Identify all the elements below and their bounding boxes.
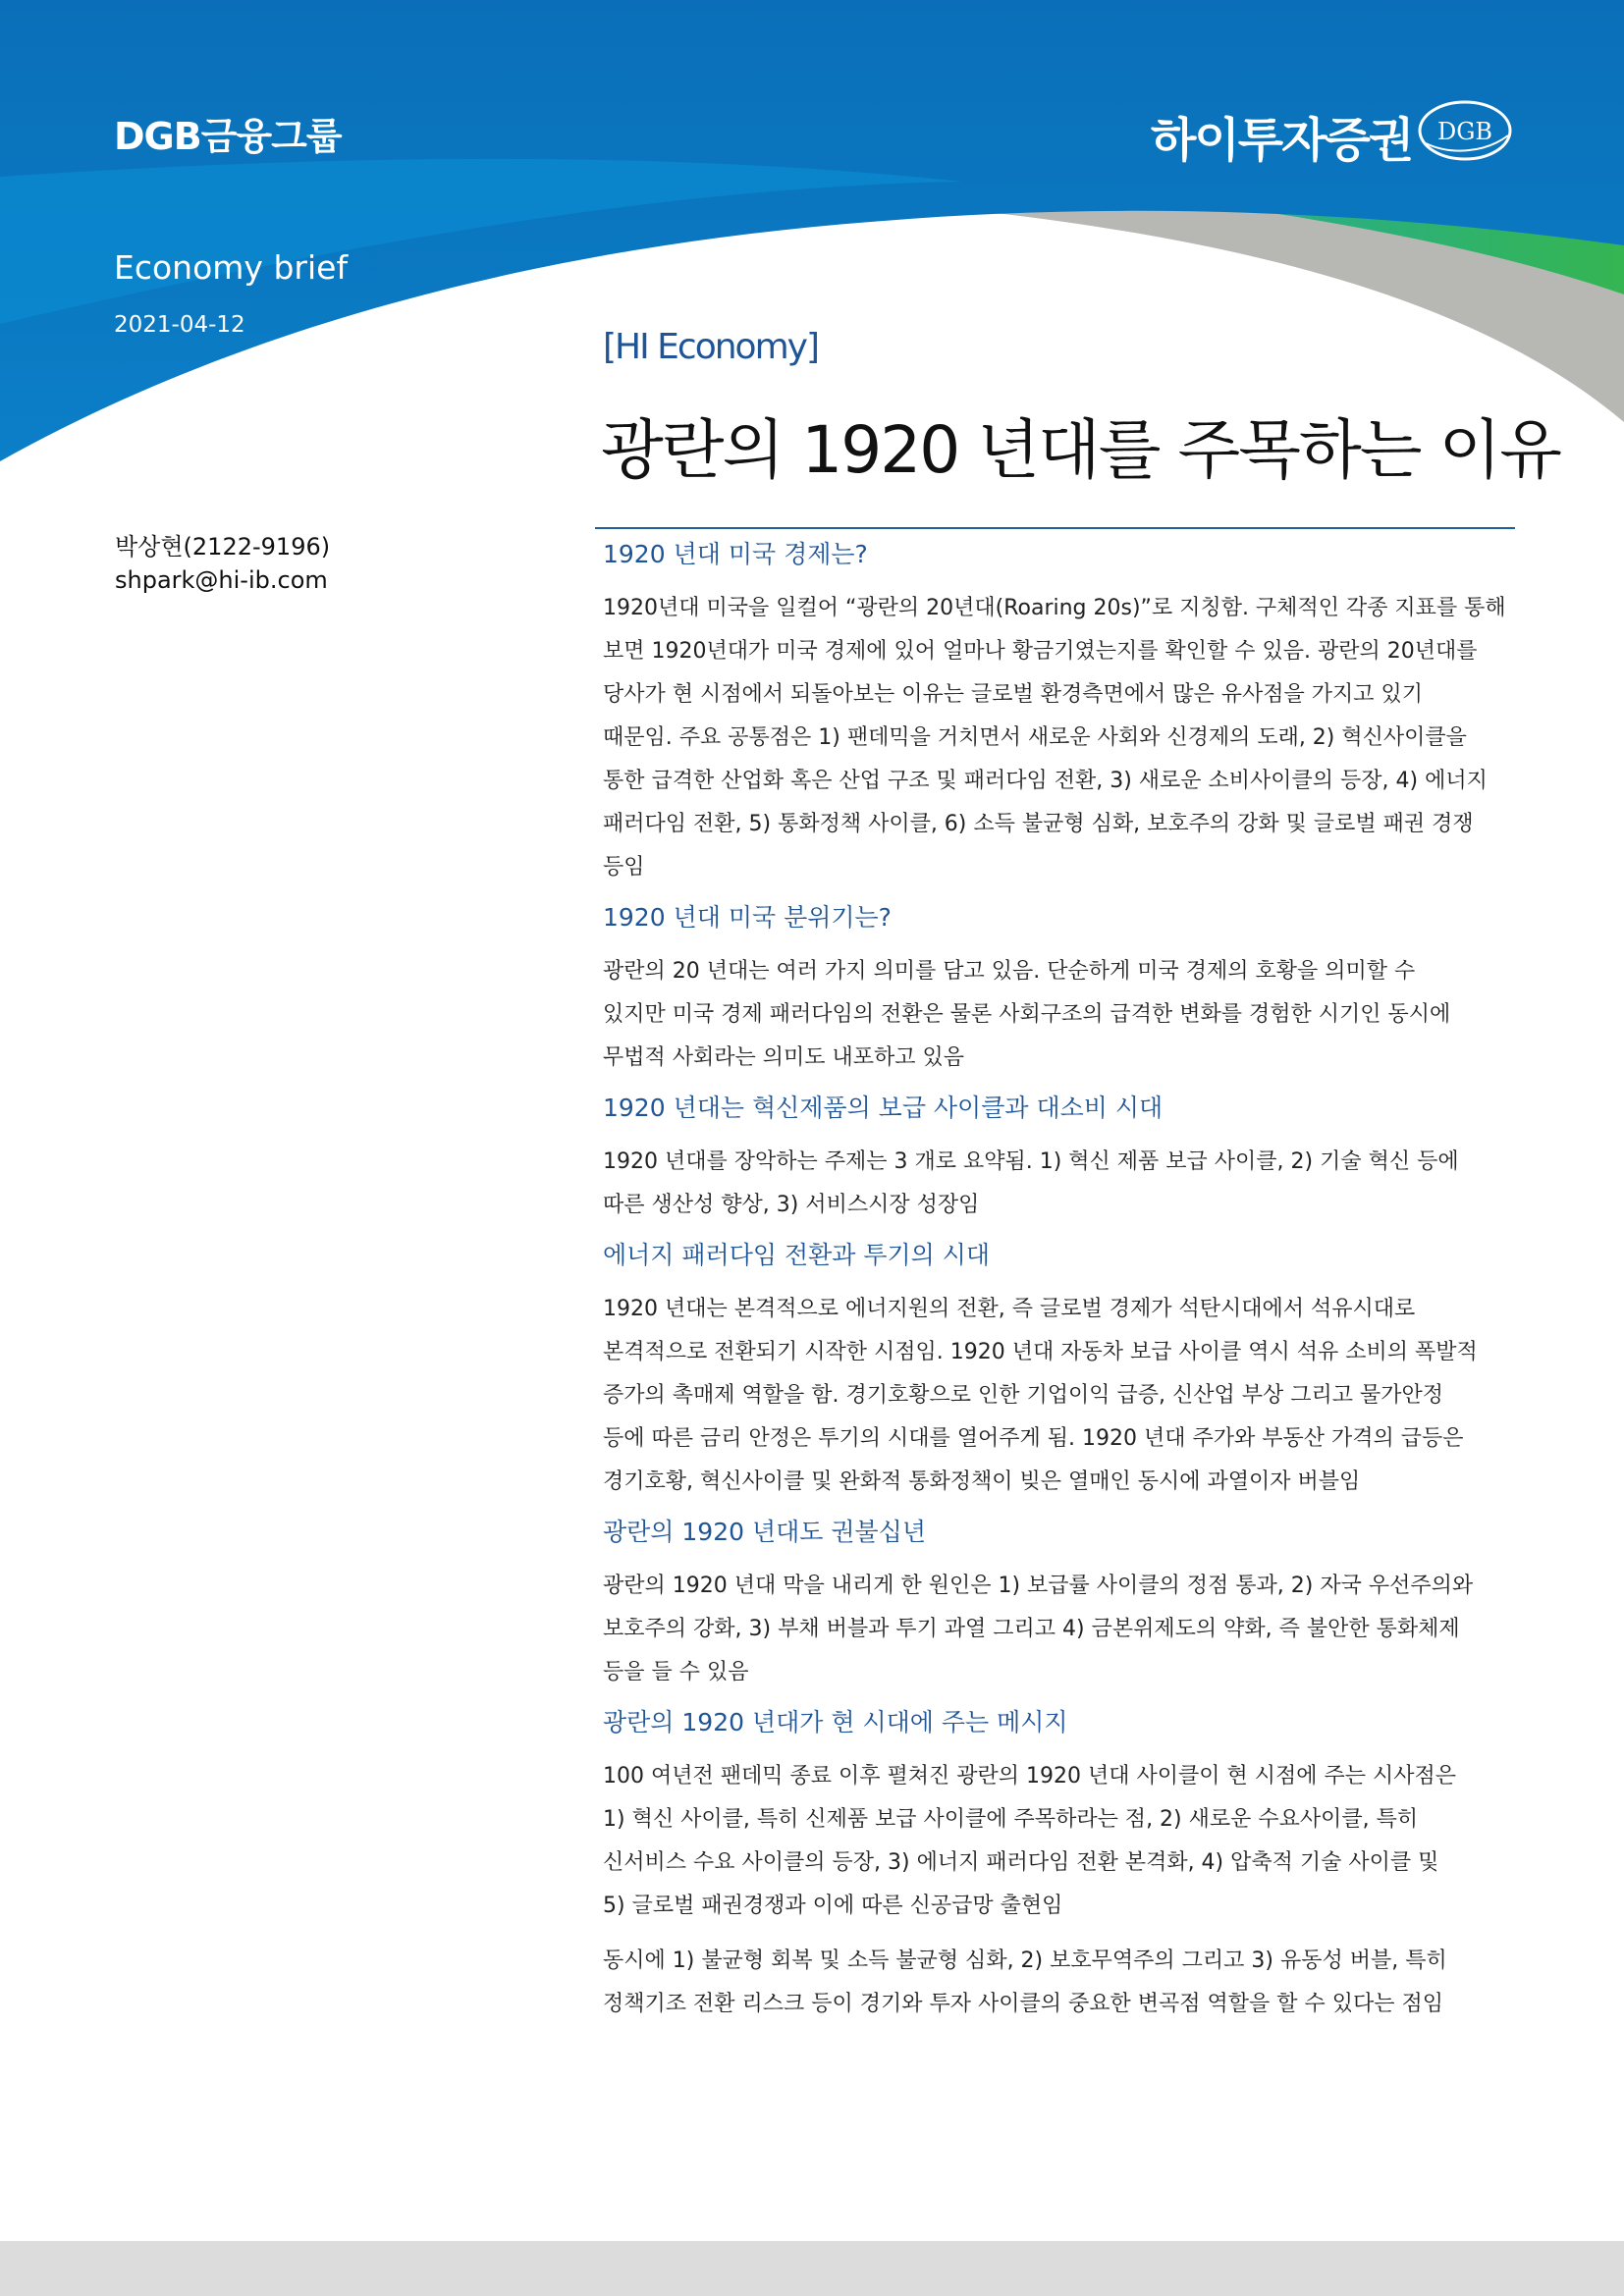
section-paragraph [603, 1565, 1508, 1694]
paragraph-line: 광란의 1920 년대 막을 내리게 한 원인은 1) 보급률 사이클의 정점 통과, 2) 자국 우선주의와 [603, 1574, 1474, 1598]
section-heading: 1920 년대 미국 분위기는? [603, 903, 892, 932]
logo-text: DGB [1436, 118, 1493, 145]
section-heading: 에너지 패러다임 전환과 투기의 시대 [603, 1241, 991, 1269]
paragraph-line: 무법적 사회라는 의미도 내포하고 있음 [603, 1045, 965, 1070]
author-name-phone: 박상현(2122-9196) [115, 533, 331, 561]
section-paragraph [603, 950, 1508, 1080]
section-paragraph [603, 1288, 1508, 1504]
paragraph-line: 당사가 현 시점에서 되돌아보는 이유는 글로벌 환경측면에서 많은 유사점을 가지고 있기 [603, 682, 1424, 707]
paragraph-line: 패러다임 전환, 5) 통화정책 사이클, 6) 소득 불균형 심화, 보호주의 강화 및 글로벌 패권 경쟁 [603, 812, 1474, 836]
section-paragraph [603, 1141, 1508, 1227]
paragraph-line: 등에 따른 금리 안정은 투기의 시대를 열어주게 됨. 1920 년대 주가와 부동산 가격의 급등은 [603, 1426, 1464, 1451]
paragraph-line: 1920년대 미국을 일컬어 “광란의 20년대(Roaring 20s)”로 지칭함. 구체적인 각종 지표를 통해 [603, 596, 1506, 620]
section-paragraph [603, 587, 1508, 889]
paragraph-line: 동시에 1) 불균형 회복 및 소득 불균형 심화, 2) 보호무역주의 그리고 3) 유동성 버블, 특히 [603, 1949, 1447, 1973]
company-brand: 하이투자증권 [1151, 113, 1413, 168]
paragraph-line: 보면 1920년대가 미국 경제에 있어 얼마나 황금기였는지를 확인할 수 있음. 광란의 20년대를 [603, 639, 1478, 664]
paragraph-line: 보호주의 강화, 3) 부채 버블과 투기 과열 그리고 4) 금본위제도의 약화, 즉 불안한 통화체제 [603, 1617, 1460, 1641]
paragraph-line: 경기호황, 혁신사이클 및 완화적 통화정책이 빚은 열매인 동시에 과열이자 버블임 [603, 1469, 1361, 1494]
footer-bar [0, 2241, 1624, 2296]
paragraph-line: 통한 급격한 산업화 혹은 산업 구조 및 패러다임 전환, 3) 새로운 소비사이클의 등장, 4) 에너지 [603, 769, 1488, 793]
paragraph-line: 증가의 촉매제 역할을 함. 경기호황으로 인한 기업이익 급증, 신산업 부상 그리고 물가안정 [603, 1383, 1443, 1408]
author-block [115, 530, 330, 597]
paragraph-line: 1) 혁신 사이클, 특히 신제품 보급 사이클에 주목하라는 점, 2) 새로운 수요사이클, 특히 [603, 1807, 1419, 1832]
report-date: 2021-04-12 [114, 312, 245, 338]
paragraph-line: 정책기조 전환 리스크 등이 경기와 투자 사이클의 중요한 변곡점 역할을 할 수 있다는 점임 [603, 1992, 1443, 2016]
paragraph-line: 100 여년전 팬데믹 종료 이후 펼쳐진 광란의 1920 년대 사이클이 현 시점에 주는 시사점은 [603, 1764, 1456, 1789]
paragraph-line: 등을 들 수 있음 [603, 1660, 749, 1684]
paragraph-line: 1920 년대를 장악하는 주제는 3 개로 요약됨. 1) 혁신 제품 보급 사이클, 2) 기술 혁신 등에 [603, 1149, 1459, 1174]
report-body [603, 538, 1508, 2038]
paragraph-line: 따른 생산성 향상, 3) 서비스시장 성장임 [603, 1193, 980, 1217]
author-email[interactable]: shpark@hi-ib.com [115, 566, 328, 594]
section-heading: 광란의 1920 년대가 현 시대에 주는 메시지 [603, 1708, 1068, 1736]
paragraph-line: 광란의 20 년대는 여러 가지 의미를 담고 있음. 단순하게 미국 경제의 호황을 의미할 수 [603, 959, 1416, 984]
page-title: 광란의 1920 년대를 주목하는 이유 [601, 412, 1560, 488]
section-paragraph [603, 1940, 1508, 2026]
paragraph-line: 1920 년대는 본격적으로 에너지원의 전환, 즉 글로벌 경제가 석탄시대에서 석유시대로 [603, 1297, 1416, 1321]
section-paragraph [603, 1755, 1508, 1928]
paragraph-line: 등임 [603, 855, 645, 880]
section-heading: 1920 년대는 혁신제품의 보급 사이클과 대소비 시대 [603, 1094, 1164, 1122]
title-divider [595, 527, 1515, 529]
paragraph-line: 5) 글로벌 패권경쟁과 이에 따른 신공급망 출현임 [603, 1894, 1063, 1918]
dgb-logo-icon [1416, 98, 1514, 163]
section-heading: 1920 년대 미국 경제는? [603, 540, 868, 568]
paragraph-line: 본격적으로 전환되기 시작한 시점임. 1920 년대 자동차 보급 사이클 역시 석유 소비의 폭발적 [603, 1340, 1478, 1364]
section-heading: 광란의 1920 년대도 권불십년 [603, 1518, 926, 1546]
paragraph-line: 있지만 미국 경제 패러다임의 전환은 물론 사회구조의 급격한 변화를 경험한 시기인 동시에 [603, 1002, 1451, 1027]
series-tag: [HI Economy] [603, 327, 818, 367]
paragraph-line: 신서비스 수요 사이클의 등장, 3) 에너지 패러다임 전환 본격화, 4) 압축적 기술 사이클 및 [603, 1850, 1439, 1875]
doc-type: Economy brief [114, 248, 349, 287]
dgb-group-brand: DGB금융그룹 [114, 115, 342, 158]
paragraph-line: 때문임. 주요 공통점은 1) 팬데믹을 거치면서 새로운 사회와 신경제의 도래, 2) 혁신사이클을 [603, 725, 1467, 750]
